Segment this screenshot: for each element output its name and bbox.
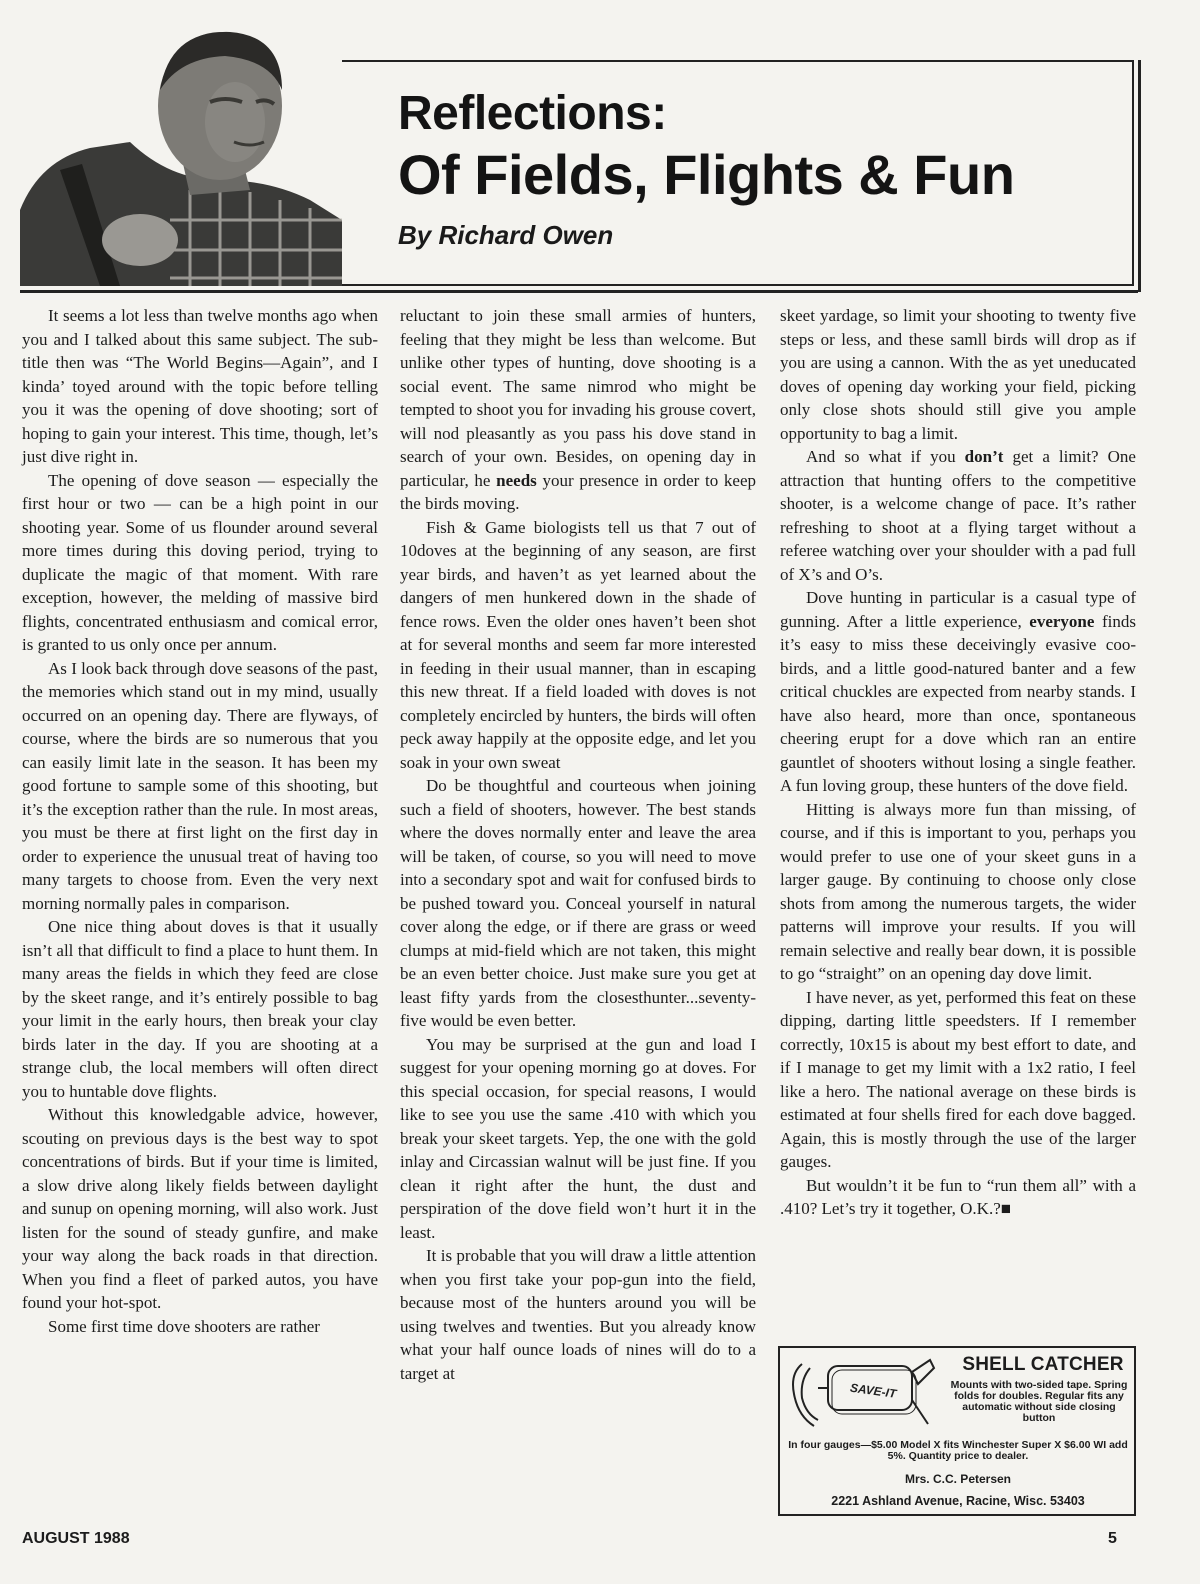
- issue-date: AUGUST 1988: [22, 1530, 130, 1547]
- paragraph: It is probable that you will draw a little attention when you first take your pop-gun into the field, because most of the hunters around you will be using twelves and twenties. But you already know what your half ounce loads of nines will do to a target at: [400, 1246, 756, 1383]
- ad-contact-name: Mrs. C.C. Petersen: [904, 1472, 1012, 1486]
- ad-price: In four gauges—$5.00 Model X fits Winchester Super X $6.00 WI add 5%. Quantity price to dealer.: [788, 1439, 1128, 1462]
- paragraph: The opening of dove season — especially the first hour or two — can be a high point in our shooting year. Some of us flounder around several more times during this doving period, trying to duplicate the magic of that moment. With rare exception, however, the melding of massive bird flights, concentrated enthusiasm and comical error, is granted to us only once per annum.: [22, 470, 378, 654]
- ad-contact-address: 2221 Ashland Avenue, Racine, Wisc. 53403: [831, 1494, 1085, 1508]
- title-block: [398, 86, 1118, 252]
- text-run: your presence in order to keep the birds moving.: [400, 470, 757, 513]
- text-run: And so what if you: [806, 447, 965, 466]
- paragraph: You may be surprised at the gun and load I suggest for your opening morning go at doves. For this special occasion, for special reasons, I would like to see you use the same .410 with which you break your skeet targets. Yep, the one with the gold inlay and Circassian walnut will be just fine. If you clean it right after the hunt, the dust and perspiration of the dove field won’t hurt it in the least.: [400, 1034, 756, 1242]
- shell-catcher-ad: [778, 1346, 1136, 1516]
- paragraph: It seems a lot less than twelve months ago when you and I talked about this same subject. The sub-title then was “The World Begins—Again”, and I kinda’ toyed around with the topic before telling you it was the opening of dove shooting; sort of hoping to gain your interest. This time, though, let’s just dive right in.: [22, 306, 378, 466]
- article-column-3: [780, 304, 1136, 1221]
- article-byline: By Richard Owen: [398, 220, 614, 250]
- text-run: But wouldn’t it be fun to “run them all” with a .410? Let’s try it together, O.K.?: [780, 1175, 1136, 1218]
- paragraph: [400, 304, 756, 516]
- author-photo: [20, 30, 342, 286]
- paragraph: Hitting is always more fun than missing, of course, and if this is important to you, perhaps you would prefer to use one of your skeet guns in a larger gauge. By continuing to choose only close shots from among the numerous targets, the wider patterns will improve your results. If you will remain selective and really bear down, it is possible to go “straight” on an opening day dove limit.: [780, 799, 1136, 983]
- ad-art-label: SAVE-IT: [849, 1380, 898, 1401]
- article-title-line1: Reflections:: [398, 87, 667, 140]
- emphasis-text: don’t: [964, 447, 1004, 466]
- ad-title: SHELL CATCHER: [962, 1354, 1124, 1375]
- emphasis-text: needs: [496, 470, 537, 490]
- emphasis-text: everyone: [1029, 611, 1095, 631]
- shell-catcher-illustration: [788, 1354, 938, 1434]
- header-rule-right: [1134, 60, 1141, 292]
- paragraph: [780, 586, 1136, 798]
- text-run: get a limit? One attraction that hunting offers to the competitive shooter, is a welcome change of pace. It’s rather refreshing to shoot at a flying target without a referee watching over your shoulder with a pad full of X’s and O’s.: [780, 447, 1136, 584]
- text-run: reluctant to join these small armies of hunters, feeling that they might be less than welcome. But unlike other types of hunting, dove shooting is a social event. The same nimrod who might be tempted to shoot you for invading his grouse covert, will nod pleasantly as you pass his dove stand in search of your own. Besides, on opening day in particular, he: [400, 306, 756, 490]
- article-title-line2: Of Fields, Flights & Fun: [398, 143, 1015, 206]
- end-mark-icon: ■: [1000, 1199, 1012, 1218]
- paragraph: Fish & Game biologists tell us that 7 out of 10doves at the beginning of any season, are first year birds, and haven’t as yet learned about the dangers of men hunkered down in the shade of fence rows. Even the older ones haven’t been shot at for several months and seem far more interested in feeding in their usual manner, than in escaping this new threat. If a field loaded with doves is not completely encircled by hunters, the birds will often peck away happily at the opposite edge, and let you soak in your own sweat: [400, 517, 756, 772]
- paragraph: I have never, as yet, performed this feat on these dipping, darting little speedsters. If I remember correctly, 10x15 is about my best effort to date, and if I manage to get my limit with a 1x2 ratio, I feel like a hero. The national average on these birds is estimated at four shells fired for each dove bagged. Again, this is mostly through the use of the larger gauges.: [780, 987, 1136, 1171]
- ad-description: Mounts with two-sided tape. Spring folds for doubles. Regular fits any automatic without side closing button: [950, 1379, 1128, 1424]
- paragraph: Without this knowledgable advice, however, scouting on previous days is the best way to spot concentrations of birds. But if your time is limited, a slow drive along likely fields between daylight and sunup on opening morning, will also work. Just listen for the sound of steady gunfire, and make your way along the back roads in that direction. When you find a fleet of parked autos, you have found your hot-spot.: [22, 1105, 378, 1312]
- article-column-2: [400, 304, 756, 1385]
- page-number: 5: [1108, 1530, 1117, 1547]
- paragraph: One nice thing about doves is that it usually isn’t all that difficult to find a place to hunt them. In many areas the fields in which they feed are close by the skeet range, and it’s entirely possible to bag your limit in the early hours, then break your clay birds later in the day. If you are shooting at a strange club, the local members will often direct you to huntable dove flights.: [22, 917, 378, 1101]
- paragraph: Some first time dove shooters are rather: [48, 1316, 320, 1336]
- article-column-1: [22, 304, 378, 1338]
- paragraph: As I look back through dove seasons of the past, the memories which stand out in my mind, usually occurred on an opening day. There are flyways, of course, where the birds are so numerous that you can easily limit late in the season. It has been my good fortune to sample some of this shooting, but it’s the exception rather than the rule. In most areas, you must be there at first light on the first day in order to experience the unusual treat of having too many targets to choose from. Even the very next morning normally pales in comparison.: [22, 658, 378, 913]
- paragraph: [780, 445, 1136, 586]
- paragraph: Do be thoughtful and courteous when joining such a field of shooters, however. The best stands where the doves normally enter and leave the area will be taken, of course, so you will need to move into a secondary spot and wait for confused birds to be pushed toward you. Conceal yourself in natural cover along the edge, or if there are grass or weed clumps at mid-field which are not taken, this might be an even better choice. Just make sure you get at least fifty yards from the closesthunter...seventy-five would be even better.: [400, 776, 756, 1030]
- paragraph: skeet yardage, so limit your shooting to twenty five steps or less, and these samll birds will drop as if you are using a cannon. With the as yet uneducated doves of opening day working your field, picking only close shots should still give you ample opportunity to bag a limit.: [780, 306, 1136, 443]
- text-run: finds it’s easy to miss these deceivingly evasive coo-birds, and a little good-natured banter and a few critical chuckles are expected from nearby stands. I have also heard, more than once, spontaneous cheering erupt for a dove which ran an entire gauntlet of shooters without losing a single feather. A fun loving group, these hunters of the dove field.: [780, 611, 1136, 795]
- text-run: Dove hunting in particular is a casual type of gunning. After a little experience,: [780, 588, 1136, 631]
- paragraph: [780, 1174, 1136, 1221]
